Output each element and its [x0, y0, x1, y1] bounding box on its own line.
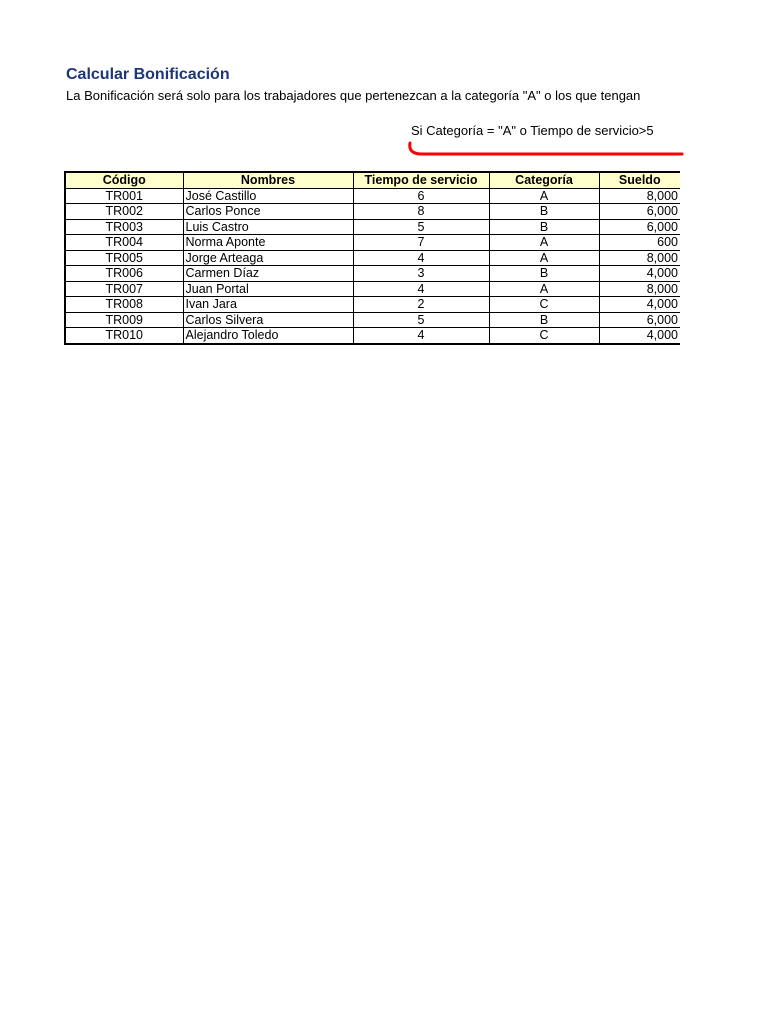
cell-sueldo[interactable]: 4,000	[599, 328, 680, 344]
table-row	[65, 281, 680, 297]
cell-codigo[interactable]: TR006	[65, 266, 183, 282]
cell-tiempo-servicio[interactable]: 3	[353, 266, 489, 282]
header-categoria[interactable]: Categoría	[489, 172, 599, 188]
cell-sueldo[interactable]: 4,000	[599, 266, 680, 282]
cell-tiempo-servicio[interactable]: 5	[353, 312, 489, 328]
employee-table	[64, 171, 680, 345]
cell-nombre[interactable]: Juan Portal	[183, 281, 353, 297]
cell-tiempo-servicio[interactable]: 8	[353, 204, 489, 220]
cell-sueldo[interactable]: 8,000	[599, 250, 680, 266]
table-row	[65, 328, 680, 344]
cell-codigo[interactable]: TR001	[65, 188, 183, 204]
table-row	[65, 312, 680, 328]
cell-sueldo[interactable]: 6,000	[599, 219, 680, 235]
cell-nombre[interactable]: Ivan Jara	[183, 297, 353, 313]
cell-codigo[interactable]: TR009	[65, 312, 183, 328]
cell-nombre[interactable]: Carmen Díaz	[183, 266, 353, 282]
bracket-annotation	[400, 140, 682, 160]
cell-sueldo[interactable]: 6,000	[599, 204, 680, 220]
cell-nombre[interactable]: Alejandro Toledo	[183, 328, 353, 344]
page-title: Calcular Bonificación	[66, 66, 230, 83]
cell-nombre[interactable]: José Castillo	[183, 188, 353, 204]
cell-tiempo-servicio[interactable]: 5	[353, 219, 489, 235]
header-codigo[interactable]: Código	[65, 172, 183, 188]
cell-sueldo[interactable]: 6,000	[599, 312, 680, 328]
cell-tiempo-servicio[interactable]: 4	[353, 281, 489, 297]
cell-codigo[interactable]: TR008	[65, 297, 183, 313]
cell-categoria[interactable]: B	[489, 219, 599, 235]
cell-categoria[interactable]: A	[489, 250, 599, 266]
cell-categoria[interactable]: B	[489, 312, 599, 328]
cell-nombre[interactable]: Jorge Arteaga	[183, 250, 353, 266]
table-row	[65, 297, 680, 313]
cell-tiempo-servicio[interactable]: 4	[353, 328, 489, 344]
table-row	[65, 188, 680, 204]
cell-sueldo[interactable]: 8,000	[599, 188, 680, 204]
table-row	[65, 266, 680, 282]
table-row	[65, 250, 680, 266]
cell-tiempo-servicio[interactable]: 6	[353, 188, 489, 204]
table-body	[65, 188, 680, 344]
cell-categoria[interactable]: C	[489, 328, 599, 344]
header-tiempo-servicio[interactable]: Tiempo de servicio	[353, 172, 489, 188]
cell-sueldo[interactable]: 600	[599, 235, 680, 251]
cell-nombre[interactable]: Carlos Silvera	[183, 312, 353, 328]
cell-sueldo[interactable]: 4,000	[599, 297, 680, 313]
cell-categoria[interactable]: B	[489, 204, 599, 220]
cell-categoria[interactable]: A	[489, 235, 599, 251]
header-sueldo[interactable]: Sueldo	[599, 172, 680, 188]
cell-nombre[interactable]: Norma Aponte	[183, 235, 353, 251]
cell-codigo[interactable]: TR010	[65, 328, 183, 344]
cell-categoria[interactable]: A	[489, 188, 599, 204]
cell-categoria[interactable]: A	[489, 281, 599, 297]
cell-categoria[interactable]: B	[489, 266, 599, 282]
cell-codigo[interactable]: TR004	[65, 235, 183, 251]
table-header-row	[65, 172, 680, 188]
table-row	[65, 204, 680, 220]
cell-tiempo-servicio[interactable]: 2	[353, 297, 489, 313]
cell-sueldo[interactable]: 8,000	[599, 281, 680, 297]
cell-nombre[interactable]: Carlos Ponce	[183, 204, 353, 220]
table-row	[65, 235, 680, 251]
cell-codigo[interactable]: TR005	[65, 250, 183, 266]
cell-tiempo-servicio[interactable]: 4	[353, 250, 489, 266]
cell-tiempo-servicio[interactable]: 7	[353, 235, 489, 251]
cell-codigo[interactable]: TR007	[65, 281, 183, 297]
cell-codigo[interactable]: TR002	[65, 204, 183, 220]
description-text: La Bonificación será solo para los trabajadores que pertenezcan a la categoría "A" o los que tengan	[66, 88, 641, 103]
formula-note: Si Categoría = "A" o Tiempo de servicio>5	[411, 123, 654, 138]
cell-codigo[interactable]: TR003	[65, 219, 183, 235]
table-row	[65, 219, 680, 235]
header-nombres[interactable]: Nombres	[183, 172, 353, 188]
cell-categoria[interactable]: C	[489, 297, 599, 313]
cell-nombre[interactable]: Luis Castro	[183, 219, 353, 235]
